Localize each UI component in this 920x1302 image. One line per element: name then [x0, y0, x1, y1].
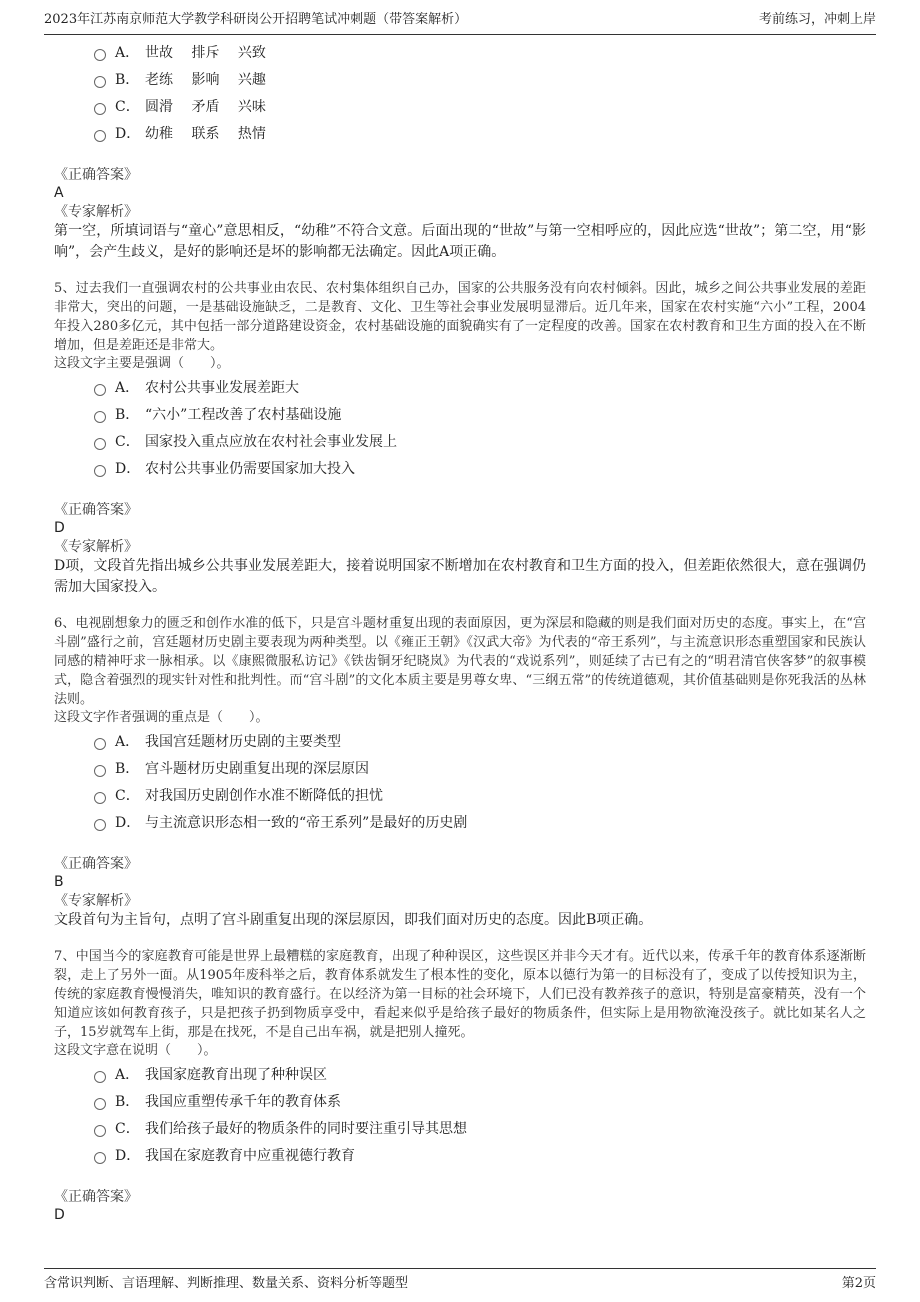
q7-option-d[interactable] [94, 1141, 866, 1168]
q4-explanation: 第一空，所填词语与“童心”意思相反，“幼稚”不符合文意。后面出现的“世故”与第一空相呼应的，因此应选“世故”；第二空，用“影响”，会产生歧义，是好的影响还是坏的影响都无法确定。因此A项正确。 [54, 223, 866, 260]
radio-icon[interactable] [94, 819, 106, 831]
option-label: B． [115, 71, 140, 88]
q5-prompt: 这段文字主要是强调（ ）。 [54, 356, 230, 371]
q5-option-a[interactable] [94, 373, 866, 400]
q7-answer-label: 《正确答案》 [54, 1189, 138, 1205]
document-title: 2023年江苏南京师范大学教学科研岗公开招聘笔试冲刺题（带答案解析） [44, 12, 468, 27]
q6-question-text: 6、电视剧想象力的匮乏和创作水准的低下，只是宫斗题材重复出现的表面原因，更为深层和隐藏的则是我们面对历史的态度。事实上，在“宫斗剧”盛行之前，宫廷题材历史剧主要表现为两种类型。以《雍正王朝》《汉武大帝》为代表的“帝王系列”，与主流意识形态重塑国家和民族认同感的精神吁求一脉相承。以《康熙微服私访记》《铁齿铜牙纪晓岚》为代表的“戏说系列”，则延续了古已有之的“明君清官侠客梦”的叙事模式，隐含着强烈的现实针对性和批判性。而“宫斗剧”的文化本质主要是男尊女卑、“三纲五常”的传统道德观，其价值基础则是你死我活的丛林法则。 [54, 616, 866, 707]
option-label: A． [115, 44, 140, 61]
option-text: 农村公共事业发展差距大 [145, 379, 299, 396]
q6-option-d[interactable] [94, 808, 866, 835]
option-label: C． [115, 98, 140, 115]
option-text: 对我国历史剧创作水准不断降低的担忧 [145, 787, 383, 804]
option-label: D． [115, 1147, 141, 1164]
option-text: 我国应重塑传承千年的教育体系 [145, 1093, 341, 1110]
q5-answer: D [54, 520, 65, 536]
q6-answer: B [54, 874, 64, 890]
option-label: C． [115, 433, 140, 450]
option-label: B． [115, 1093, 140, 1110]
option-text: 与主流意识形态相一致的“帝王系列”是最好的历史剧 [145, 814, 468, 831]
q5-option-c[interactable] [94, 427, 866, 454]
q6-option-a[interactable] [94, 727, 866, 754]
option-text: 幼稚 联系 热情 [145, 125, 266, 142]
q6-option-c[interactable] [94, 781, 866, 808]
q7-answer: D [54, 1207, 65, 1223]
radio-icon[interactable] [94, 411, 106, 423]
radio-icon[interactable] [94, 1071, 106, 1083]
option-label: B． [115, 406, 140, 423]
q4-answer: A [54, 185, 64, 201]
footer-categories: 含常识判断、言语理解、判断推理、数量关系、资料分析等题型 [44, 1275, 409, 1291]
q7-option-a[interactable] [94, 1060, 866, 1087]
option-label: A． [115, 733, 140, 750]
q4-option-d[interactable] [94, 119, 866, 146]
option-text: 老练 影响 兴趣 [145, 71, 266, 88]
header-slogan: 考前练习，冲刺上岸 [758, 12, 876, 27]
q5-option-b[interactable] [94, 400, 866, 427]
q5-options [94, 373, 866, 481]
option-text: 我国在家庭教育中应重视德行教育 [145, 1147, 355, 1164]
q6-answer-label: 《正确答案》 [54, 856, 138, 872]
radio-icon[interactable] [94, 765, 106, 777]
option-text: 宫斗题材历史剧重复出现的深层原因 [145, 760, 369, 777]
option-text: 我国宫廷题材历史剧的主要类型 [145, 733, 341, 750]
radio-icon[interactable] [94, 49, 106, 61]
q7-options [94, 1060, 866, 1168]
radio-icon[interactable] [94, 384, 106, 396]
radio-icon[interactable] [94, 1098, 106, 1110]
radio-icon[interactable] [94, 1152, 106, 1164]
option-text: 我国家庭教育出现了种种误区 [145, 1066, 327, 1083]
q6-explanation: 文段首句为主旨句，点明了宫斗剧重复出现的深层原因，即我们面对历史的态度。因此B项正确。 [54, 912, 653, 928]
option-text: 圆滑 矛盾 兴味 [145, 98, 266, 115]
q5-question-text: 5、过去我们一直强调农村的公共事业由农民、农村集体组织自己办，国家的公共服务没有向农村倾斜。因此，城乡之间公共事业发展的差距非常大，突出的问题，一是基础设施缺乏，二是教育、文化、卫生等社会事业发展明显滞后。近几年来，国家在农村实施“六小”工程，2004年投入280多亿元，其中包括一部分道路建设资金，农村基础设施的面貌确实有了一定程度的改善。国家在农村教育和卫生方面的投入在不断增加，但是差距还是非常大。 [54, 281, 866, 353]
page-number: 第2页 [841, 1275, 876, 1291]
option-label: C． [115, 787, 140, 804]
radio-icon[interactable] [94, 103, 106, 115]
radio-icon[interactable] [94, 130, 106, 142]
q5-explanation: D项，文段首先指出城乡公共事业发展差距大，接着说明国家不断增加在农村教育和卫生方面的投入，但差距依然很大，意在强调仍需加大国家投入。 [54, 558, 866, 595]
page-content [54, 38, 866, 1225]
option-label: A． [115, 1066, 140, 1083]
page-header [44, 8, 876, 35]
q5-option-d[interactable] [94, 454, 866, 481]
option-text: 国家投入重点应放在农村社会事业发展上 [145, 433, 397, 450]
q6-option-b[interactable] [94, 754, 866, 781]
option-label: B． [115, 760, 140, 777]
q7-option-c[interactable] [94, 1114, 866, 1141]
option-label: D． [115, 814, 141, 831]
q5-answer-label: 《正确答案》 [54, 502, 138, 518]
q4-explanation-label: 《专家解析》 [54, 204, 138, 220]
q6-prompt: 这段文字作者强调的重点是（ ）。 [54, 710, 269, 725]
option-label: D． [115, 460, 141, 477]
q7-prompt: 这段文字意在说明（ ）。 [54, 1043, 217, 1058]
option-text: “六小”工程改善了农村基础设施 [145, 406, 342, 423]
option-label: C． [115, 1120, 140, 1137]
q4-options [94, 38, 866, 146]
radio-icon[interactable] [94, 738, 106, 750]
radio-icon[interactable] [94, 1125, 106, 1137]
option-label: A． [115, 379, 140, 396]
q4-answer-label: 《正确答案》 [54, 167, 138, 183]
option-text: 我们给孩子最好的物质条件的同时要注重引导其思想 [145, 1120, 467, 1137]
radio-icon[interactable] [94, 465, 106, 477]
q7-option-b[interactable] [94, 1087, 866, 1114]
radio-icon[interactable] [94, 76, 106, 88]
q4-option-a[interactable] [94, 38, 866, 65]
radio-icon[interactable] [94, 438, 106, 450]
q7-question-text: 7、中国当今的家庭教育可能是世界上最糟糕的家庭教育，出现了种种误区，这些误区并非今天才有。近代以来，传承千年的教育体系逐渐断裂，走上了另外一面。从1905年废科举之后，教育体系就发生了根本性的变化，原本以德行为第一的目标没有了，变成了以传授知识为主，传统的家庭教育慢慢消失，唯知识的教育盛行。在以经济为第一目标的社会环境下，人们已没有教养孩子的意识，特别是富豪精英，没有一个知道应该如何教育孩子，只是把孩子扔到物质享受中，看起来似乎是给孩子最好的物质条件，但实际上是用物欲淹没孩子。就比如某名人之子，15岁就驾车上街，那是在找死，不是自己出车祸，就是把别人撞死。 [54, 949, 866, 1040]
q6-options [94, 727, 866, 835]
radio-icon[interactable] [94, 792, 106, 804]
page-footer [44, 1268, 876, 1293]
q6-explanation-label: 《专家解析》 [54, 893, 138, 909]
q4-option-b[interactable] [94, 65, 866, 92]
option-label: D． [115, 125, 141, 142]
option-text: 农村公共事业仍需要国家加大投入 [145, 460, 355, 477]
option-text: 世故 排斥 兴致 [145, 44, 266, 61]
q4-option-c[interactable] [94, 92, 866, 119]
q5-explanation-label: 《专家解析》 [54, 539, 138, 555]
